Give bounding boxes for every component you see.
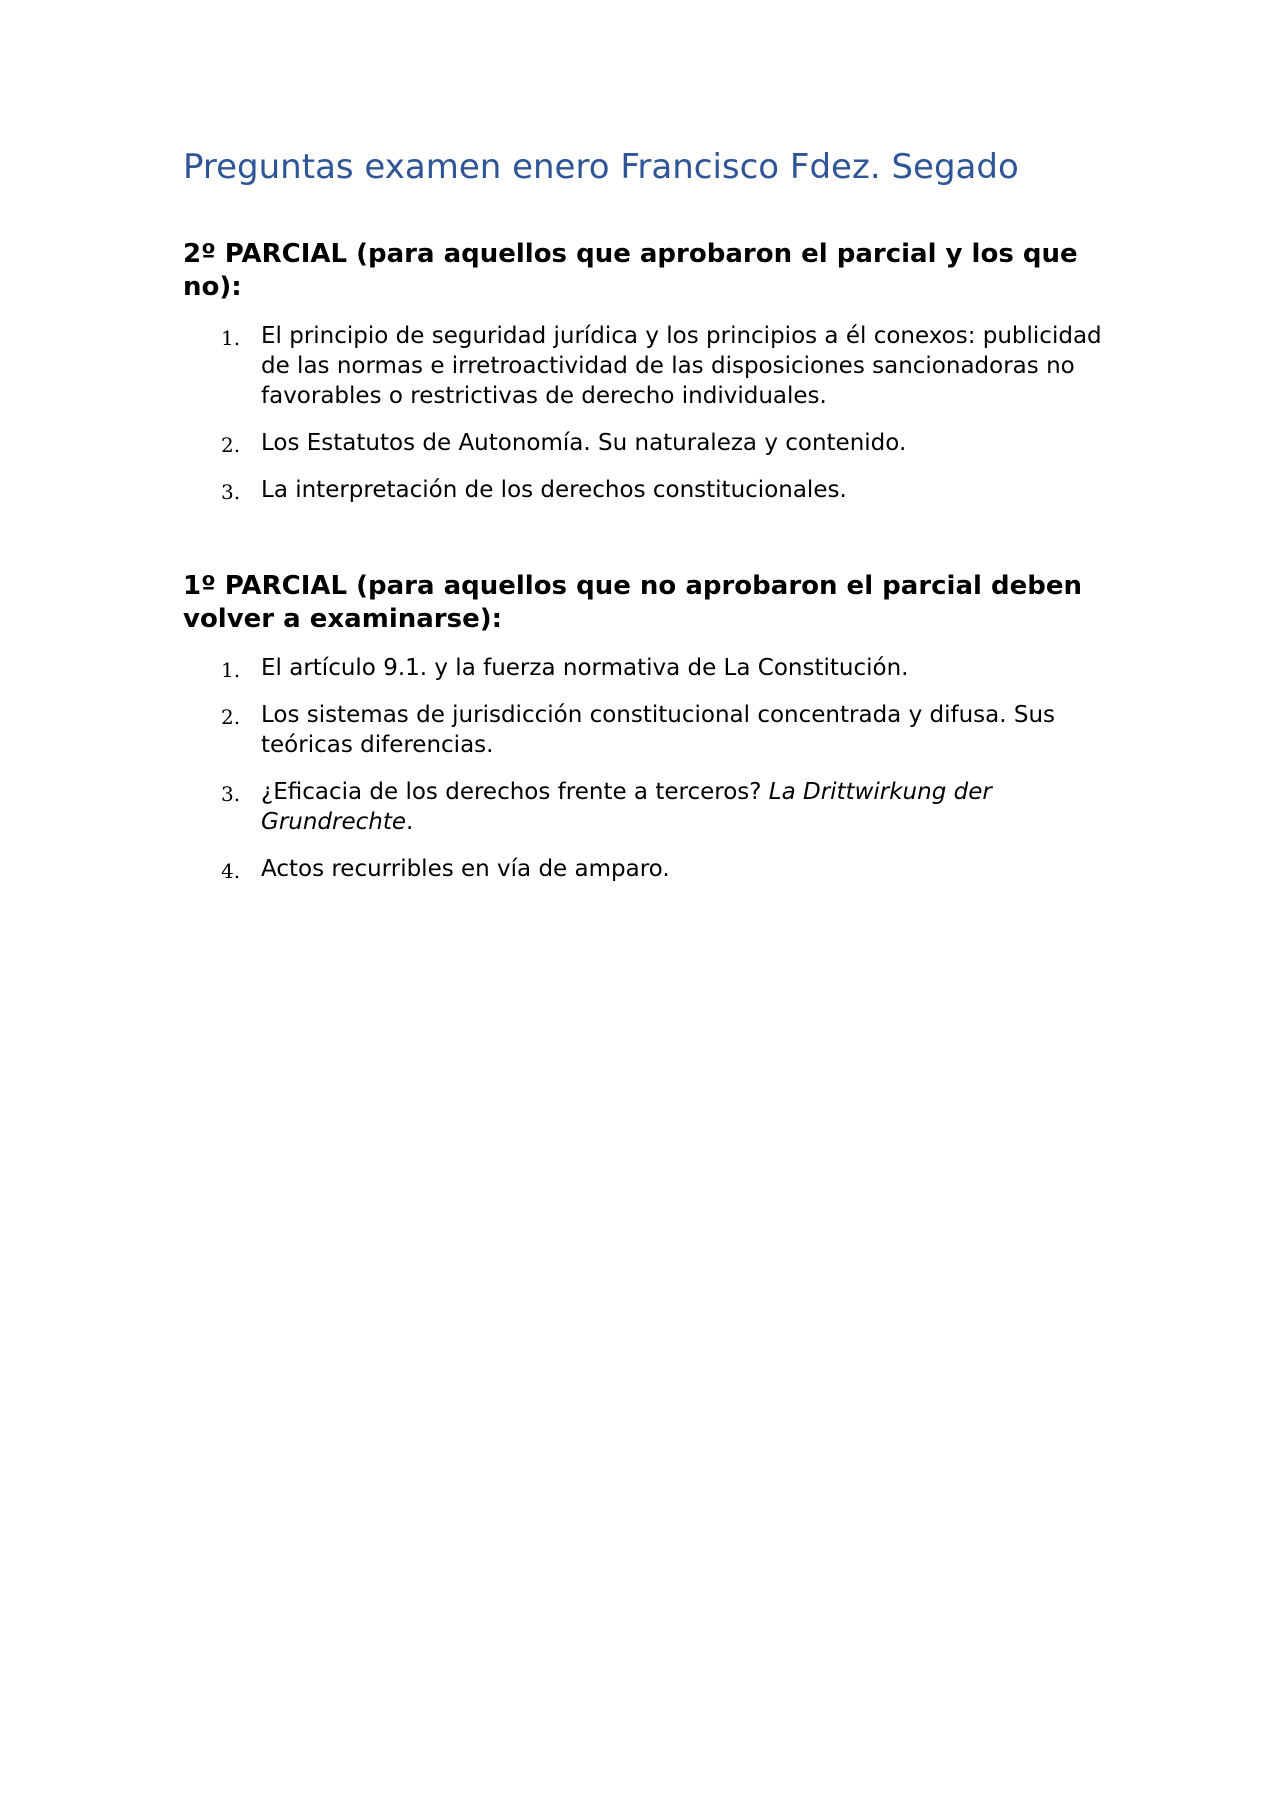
question-number: 1. <box>221 658 241 682</box>
question-text: Actos recurribles en vía de amparo. <box>261 856 670 882</box>
list-item <box>183 475 1103 505</box>
list-item <box>183 428 1103 458</box>
question-number: 2. <box>221 705 241 729</box>
question-list-second-partial <box>183 321 1103 522</box>
question-number: 4. <box>221 859 241 883</box>
question-text: El principio de seguridad jurídica y los principios a él conexos: publicidad de las normas e irretroactividad de las disposiciones sancionadoras no favorables o restrictivas de derecho individuales. <box>261 323 1102 409</box>
list-item <box>183 321 1103 411</box>
document-title: Preguntas examen enero Francisco Fdez. Segado <box>183 147 1019 187</box>
list-item <box>183 700 1103 760</box>
question-text: El artículo 9.1. y la fuerza normativa de La Constitución. <box>261 655 909 681</box>
question-text: ¿Eficacia de los derechos frente a terceros? <box>261 779 769 805</box>
list-item <box>183 653 1103 683</box>
section-heading-first-partial: 1º PARCIAL (para aquellos que no aprobaron el parcial deben volver a examinarse): <box>183 571 1082 634</box>
question-text: La interpretación de los derechos constitucionales. <box>261 477 847 503</box>
question-number: 3. <box>221 480 241 504</box>
question-number: 1. <box>221 326 241 350</box>
question-number: 3. <box>221 782 241 806</box>
question-text: Los sistemas de jurisdicción constitucional concentrada y difusa. Sus teóricas diferencias. <box>261 702 1056 758</box>
list-item <box>183 777 1103 837</box>
question-emphasis: La Drittwirkung der Grundrechte <box>261 779 992 835</box>
question-text: Los Estatutos de Autonomía. Su naturaleza y contenido. <box>261 430 907 456</box>
question-suffix: . <box>406 809 414 835</box>
section-heading-second-partial: 2º PARCIAL (para aquellos que aprobaron el parcial y los que no): <box>183 239 1078 302</box>
question-number: 2. <box>221 433 241 457</box>
question-list-first-partial <box>183 653 1103 901</box>
list-item <box>183 854 1103 884</box>
